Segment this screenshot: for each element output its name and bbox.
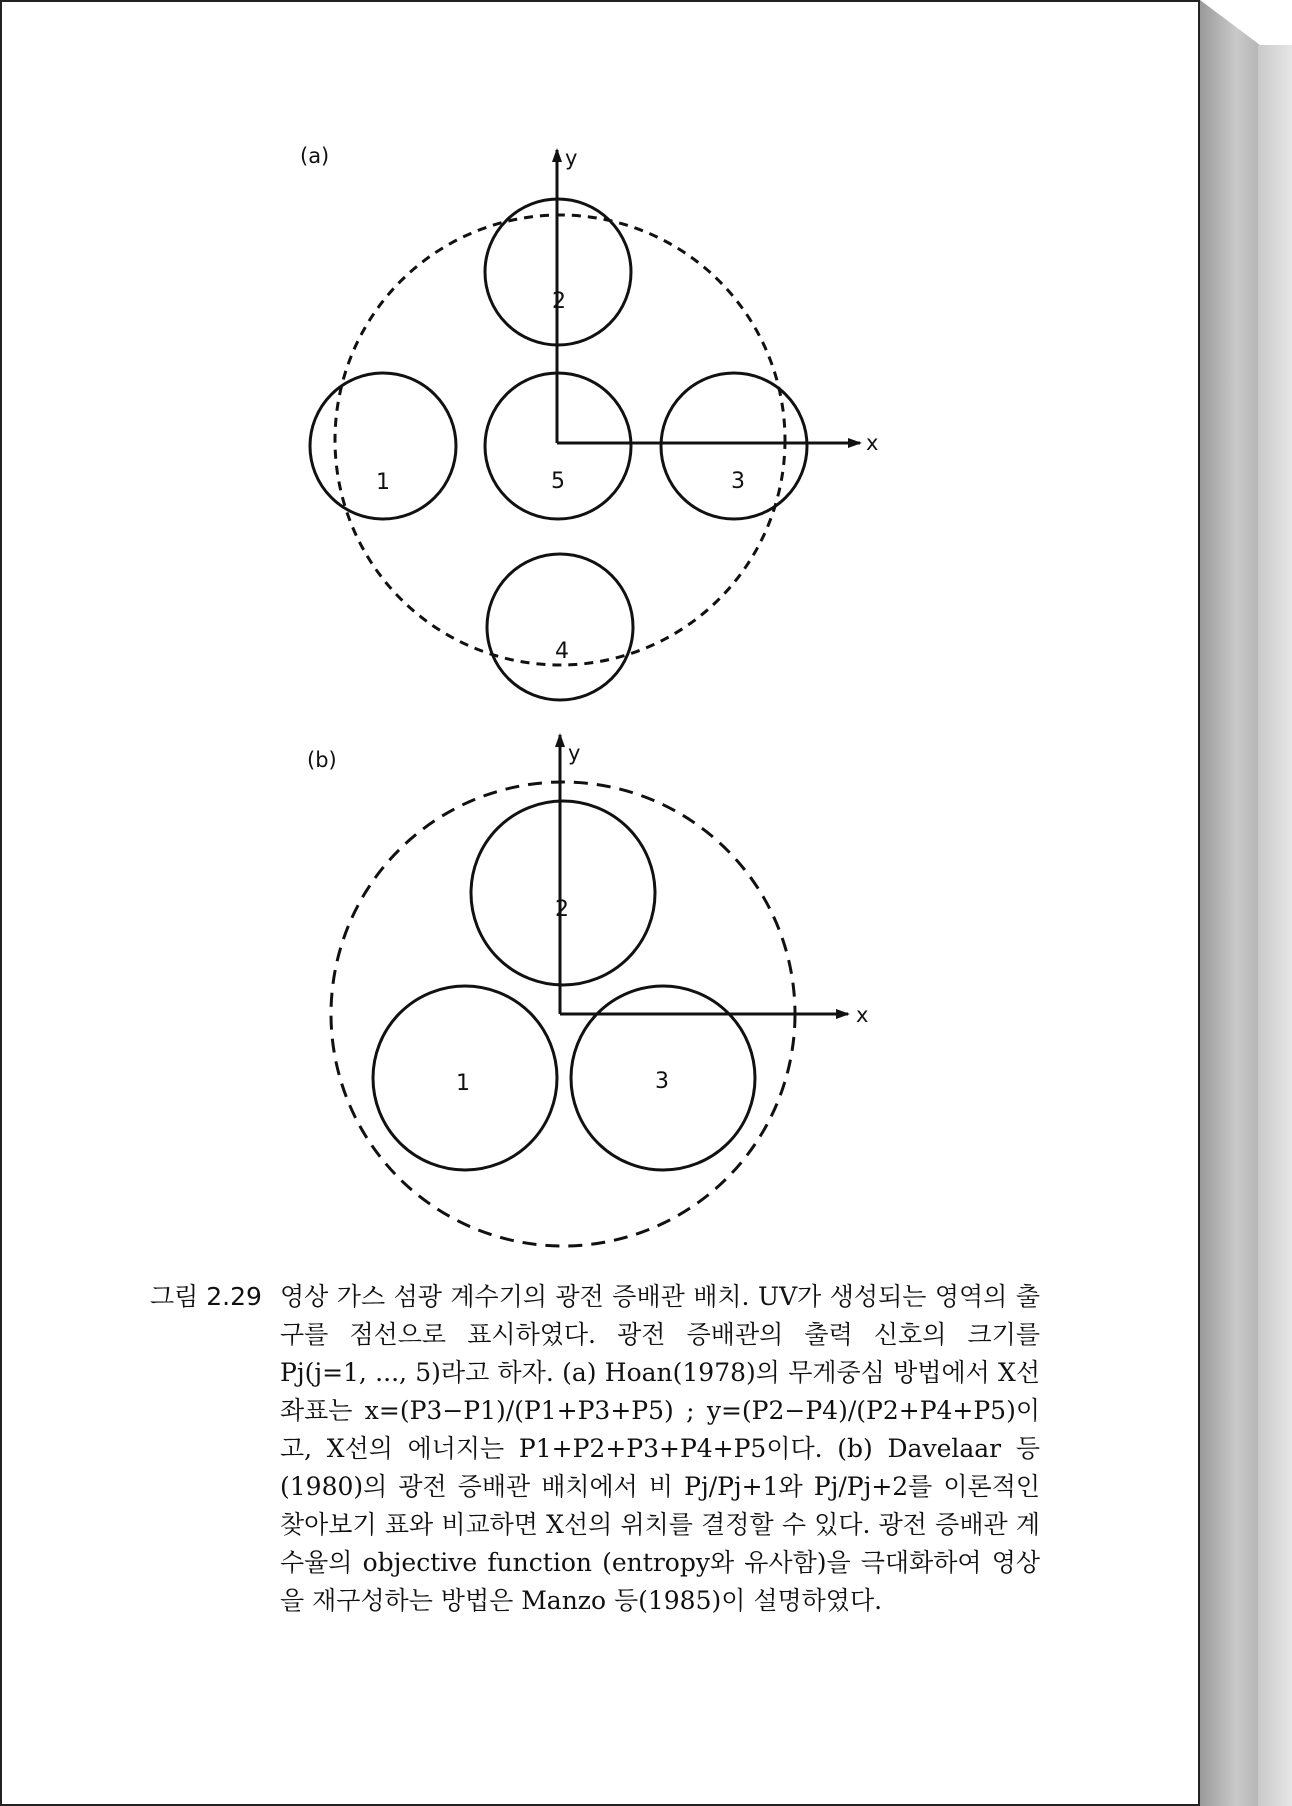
figure-b-pmt-3-label: 3	[655, 1069, 669, 1094]
figure-b-label: (b)	[307, 748, 337, 772]
figure-b-pmt-2	[471, 801, 655, 985]
figure-b-pmt-2-label: 2	[555, 897, 569, 922]
book-edge	[1200, 0, 1260, 1806]
figure-a-pmt-5-label: 5	[551, 469, 565, 494]
figure-a-y-label: y	[565, 146, 578, 170]
figure-b-pmt-1-label: 1	[456, 1071, 470, 1096]
figure-caption	[150, 1278, 1040, 1620]
figure-a-pmt-1-label: 1	[376, 470, 390, 495]
figure-b-y-label: y	[568, 741, 581, 765]
figure-a-uv-region-dashed	[335, 215, 785, 665]
figure-a	[300, 144, 878, 700]
figure-b	[307, 735, 868, 1246]
figure-a-label: (a)	[300, 144, 330, 168]
figure-a-pmt-4	[487, 554, 633, 700]
figure-a-pmt-3-label: 3	[731, 469, 745, 494]
figure-a-x-label: x	[866, 431, 879, 455]
figure-a-pmt-4-label: 4	[555, 639, 569, 664]
book-edge-shadow	[1258, 45, 1292, 1806]
caption-text: 영상 가스 섬광 계수기의 광전 증배관 배치. UV가 생성되는 영역의 출구를 점선으로 표시하였다. 광전 증배관의 출력 신호의 크기를 Pj(j=1, ..., 5)라고 하자. (a) Hoan(1978)의 무게중심 방법에서 X선 좌표는 x=(P3−P1)/(P1+P3+P5) ; y=(P2−P4)/(P2+P4+P5)이고, X선의 에너지는 P1+P2+P3+P4+P5이다. (b) Davelaar 등(1980)의 광전 증배관 배치에서 비 Pj/Pj+1와 Pj/Pj+2를 이론적인 찾아보기 표와 비교하면 X선의 위치를 결정할 수 있다. 광전 증배관 계수율의 objective function (entropy와 유사함)을 극대화하여 영상을 재구성하는 방법은 Manzo 등(1985)이 설명하였다.	[280, 1282, 1040, 1615]
figure-number: 그림 2.29	[150, 1282, 262, 1311]
figure-a-pmt-1	[310, 373, 456, 519]
figure-a-pmt-2-label: 2	[552, 289, 566, 314]
figure-b-x-label: x	[856, 1003, 869, 1027]
